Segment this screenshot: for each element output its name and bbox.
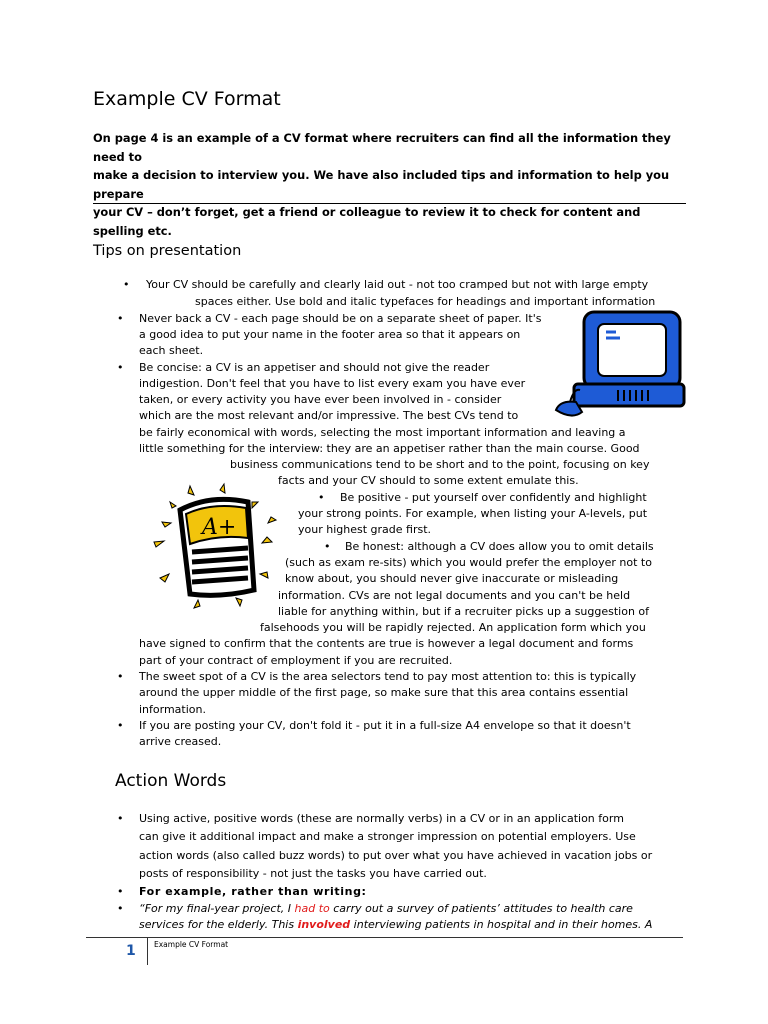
tips-line: know about, you should never give inaccurate or misleading [285,572,619,585]
tips-line: falsehoods you will be rapidly rejected. An application form which you [260,621,646,634]
tips-line: If you are posting your CV, don't fold it - put it in a full-size A4 envelope so that it doesn't [139,719,631,732]
intro-line: On page 4 is an example of a CV format where recruiters can find all the information they need to [93,131,671,164]
bullet: • [117,812,124,825]
computer-clipart-icon [552,308,690,426]
quote-text: “For my final-year project, I [139,902,295,915]
tips-line: facts and your CV should to some extent emulate this. [278,474,579,487]
tips-line: spaces either. Use bold and italic typefaces for headings and important information [195,295,656,308]
intro-line: make a decision to interview you. We have also included tips and information to help you prepare [93,168,670,201]
tips-line: be fairly economical with words, selecting the most important information and leaving a [139,426,626,439]
action-words-heading: Action Words [115,771,227,791]
quote-highlight: had to [294,902,330,915]
footer-divider [86,937,683,938]
tips-line: (such as exam re-sits) which you would prefer the employer not to [285,556,652,569]
bullet: • [123,278,130,291]
intro-paragraph [93,129,693,240]
tips-line: business communications tend to be short and to the point, focusing on key [230,458,650,471]
action-line: For example, rather than writing: [139,885,367,898]
tips-line: The sweet spot of a CV is the area selectors tend to pay most attention to: this is typically [139,670,637,683]
tips-line: around the upper middle of the first page, so make sure that this area contains essential [139,686,629,699]
tips-heading: Tips on presentation [93,243,242,259]
bullet: • [318,491,325,504]
tips-line: part of your contract of employment if you are recruited. [139,654,453,667]
tips-line: your strong points. For example, when listing your A-levels, put [298,507,648,520]
tips-line: Your CV should be carefully and clearly laid out - not too cramped but not with large empty [146,278,649,291]
tips-line: arrive creased. [139,735,222,748]
horizontal-divider [93,203,686,204]
bullet: • [117,885,124,898]
tips-line: a good idea to put your name in the footer area so that it appears on [139,328,521,341]
footer-vertical-divider [147,937,148,965]
tips-line: Never back a CV - each page should be on a separate sheet of paper. It's [139,312,542,325]
tips-line: Be concise: a CV is an appetiser and should not give the reader [139,361,490,374]
action-line: can give it additional impact and make a stronger impression on potential employers. Use [139,830,636,843]
tips-line: Be honest: although a CV does allow you to omit details [345,540,654,553]
tips-line: your highest grade first. [298,523,432,536]
quote-line [139,918,652,931]
bullet: • [117,312,124,325]
bullet: • [117,670,124,683]
tips-line: have signed to confirm that the contents are true is however a legal document and forms [139,637,634,650]
intro-line: your CV – don’t forget, get a friend or colleague to review it to check for content and spelling etc. [93,205,641,238]
action-line: Using active, positive words (these are normally verbs) in a CV or in an application form [139,812,624,825]
page-number: 1 [126,943,136,959]
tips-line: little something for the interview: they are an appetiser rather than the main course. Good [139,442,640,455]
tips-line: liable for anything within, but if a recruiter picks up a suggestion of [278,605,650,618]
tips-line: each sheet. [139,344,204,357]
svg-text:A+: A+ [202,515,237,540]
tips-line: which are the most relevant and/or impressive. The best CVs tend to [139,409,519,422]
bullet: • [324,540,331,553]
quote-text: services for the elderly. This [139,918,298,931]
bullet: • [117,361,124,374]
action-line: posts of responsibility - not just the tasks you have carried out. [139,867,487,880]
footer-title: Example CV Format [154,940,229,949]
tips-line: Be positive - put yourself over confidently and highlight [340,491,647,504]
quote-text: carry out a survey of patients’ attitudes to health care [329,902,633,915]
a-plus-paper-clipart-icon [150,482,285,617]
tips-line: indigestion. Don't feel that you have to list every exam you have ever [139,377,526,390]
tips-line: taken, or every activity you have ever been involved in - consider [139,393,502,406]
quote-line [139,902,633,915]
action-line: action words (also called buzz words) to put over what you have achieved in vacation jobs or [139,849,653,862]
quote-highlight: involved [297,918,351,931]
page-title: Example CV Format [93,88,281,110]
tips-line: information. [139,703,206,716]
bullet: • [117,902,124,915]
tips-line: information. CVs are not legal documents and you can't be held [278,589,631,602]
quote-text: interviewing patients in hospital and in their homes. A [350,918,653,931]
bullet: • [117,719,124,732]
